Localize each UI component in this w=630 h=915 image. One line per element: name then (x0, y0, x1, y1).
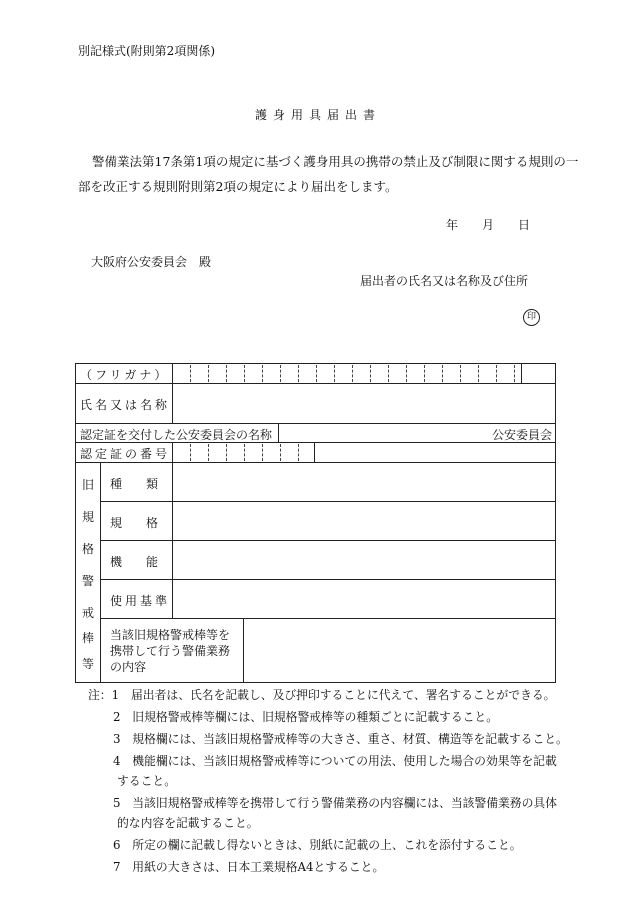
col-divider (172, 363, 173, 423)
row-duties-label: 当該旧規格警戒棒等を (110, 628, 231, 642)
col-divider (172, 462, 173, 618)
side-char: 警 (82, 574, 95, 588)
note-5: 5 当該旧規格警戒棒等を携帯して行う警備業務の内容欄には、当該警備業務の具体 (113, 796, 557, 810)
date-month: 月 (482, 218, 495, 232)
col-divider (314, 442, 315, 462)
table-border (75, 363, 76, 683)
side-char: 戒 (82, 606, 95, 620)
date-day: 日 (518, 218, 531, 232)
furigana-label: （フリガナ） (80, 368, 170, 382)
row-kind-label: 種 類 (110, 477, 159, 491)
side-char: 規 (82, 510, 95, 524)
note-prefix: 注：1 (88, 688, 120, 702)
form-label: 別記様式(附則第2項関係) (78, 44, 215, 58)
table-border (555, 363, 556, 683)
date-year: 年 (446, 218, 459, 232)
addressee: 大阪府公安委員会 殿 (91, 255, 212, 269)
table-border (75, 682, 556, 683)
note-5-cont: 的な内容を記載すること。 (117, 816, 259, 830)
side-char: 棒 (82, 631, 95, 645)
table-border (75, 363, 556, 364)
row-duties-label: 携帯して行う警備業務 (110, 644, 231, 658)
side-char: 等 (82, 657, 95, 671)
note-3: 3 規格欄には、当該旧規格警戒棒等の大きさ、重さ、材質、構造等を記載すること。 (113, 732, 568, 746)
date-field (446, 216, 530, 233)
row-standard-label: 使用基準 (110, 594, 171, 608)
row-function-label: 機 能 (110, 555, 159, 569)
col-divider (243, 618, 244, 682)
cert-number-label: 認定証の番号 (80, 447, 171, 461)
row-divider (100, 579, 556, 580)
body-paragraph-line1: 警備業法第17条第1項の規定に基づく護身用具の携帯の禁止及び制限に関する規則の一 (92, 154, 579, 169)
col-divider (100, 462, 101, 682)
row-divider (75, 462, 556, 463)
cert-committee-suffix: 公安委員会 (492, 428, 553, 442)
note-6: 6 所定の欄に記載し得ないときは、別紙に記載の上、これを添付すること。 (113, 838, 522, 852)
note-4: 4 機能欄には、当該旧規格警戒棒等についての用法、使用した場合の効果等を記載 (113, 754, 557, 768)
registration-table (75, 363, 556, 683)
row-divider (75, 383, 556, 384)
body-paragraph-line2: 部を改正する規則附則第2項の規定により届出をします。 (78, 179, 398, 194)
col-divider (278, 423, 279, 442)
applicant-label: 届出者の氏名又は名称及び住所 (360, 274, 529, 288)
col-divider (521, 363, 522, 383)
row-divider (100, 618, 556, 619)
note-1: 届出者は、氏名を記載し、及び押印することに代えて、署名することができる。 (131, 688, 556, 702)
side-char: 旧 (82, 478, 95, 492)
seal-mark: 印 (523, 309, 540, 326)
row-divider (75, 423, 556, 424)
cert-committee-label: 認定証を交付した公安委員会の名称 (80, 428, 273, 442)
col-divider (172, 442, 173, 462)
side-char: 格 (82, 542, 95, 556)
row-spec-label: 規 格 (110, 516, 159, 530)
note-2: 2 旧規格警戒棒等欄には、旧規格警戒棒等の種類ごとに記載すること。 (113, 710, 499, 724)
note-7: 7 用紙の大きさは、日本工業規格A4とすること。 (113, 860, 385, 874)
document-title: 護身用具届出書 (255, 108, 382, 122)
row-divider (100, 540, 556, 541)
name-label: 氏名又は名称 (80, 398, 171, 412)
row-duties-label: の内容 (110, 660, 147, 674)
row-divider (100, 501, 556, 502)
note-4-cont: すること。 (117, 774, 176, 788)
